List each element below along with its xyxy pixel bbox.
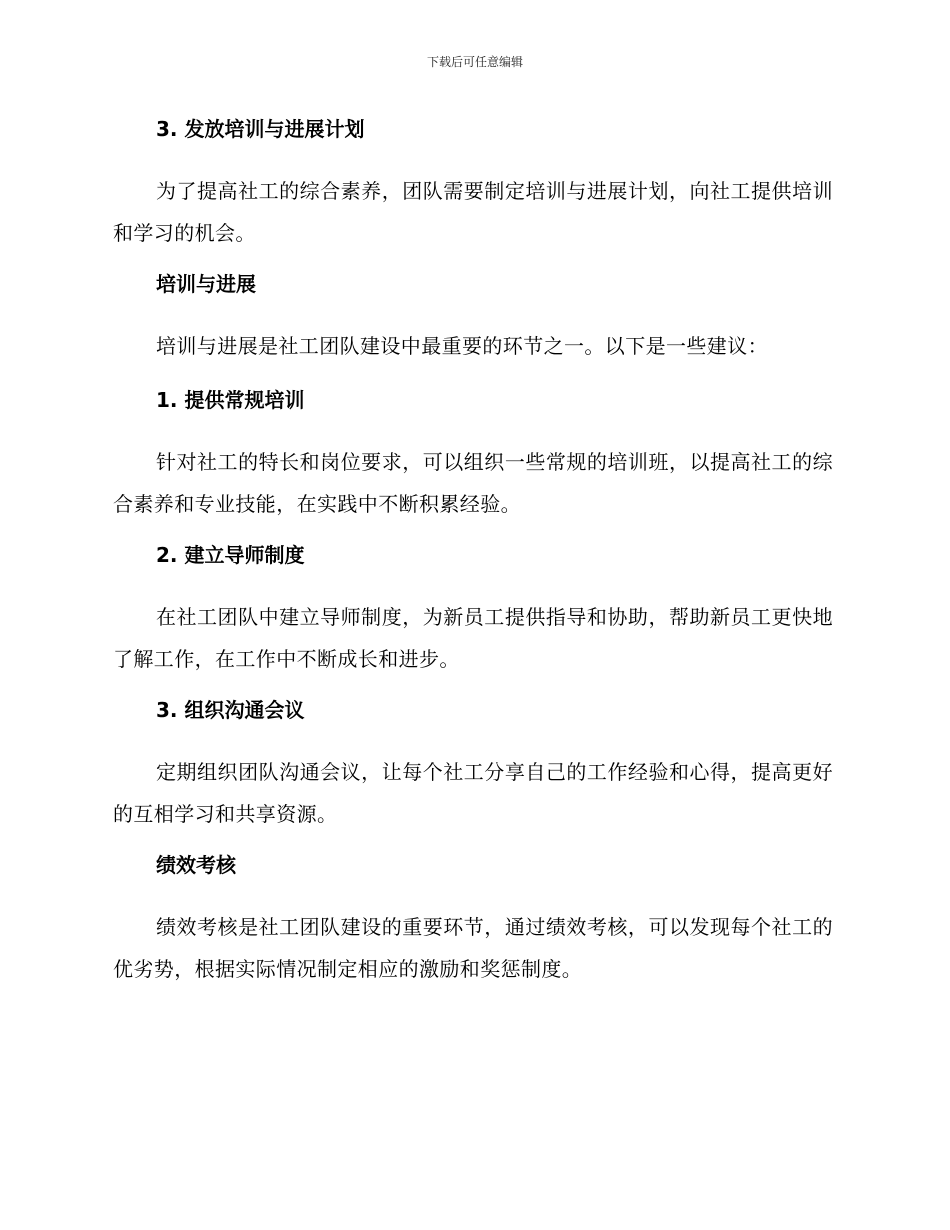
paragraph-performance-review: 绩效考核是社工团队建设的重要环节，通过绩效考核，可以发现每个社工的优劣势，根据实际情况制定相应的激励和奖惩制度。 (113, 915, 833, 981)
page-header: 下载后可任意编辑 (426, 55, 523, 69)
section-heading-training-progress: 培训与进展 (156, 272, 256, 296)
paragraph-communication-meeting: 定期组织团队沟通会议，让每个社工分享自己的工作经验和心得，提高更好的互相学习和共享资源。 (113, 760, 833, 826)
paragraph-mentor-system: 在社工团队中建立导师制度，为新员工提供指导和协助，帮助新员工更快地了解工作，在工作中不断成长和进步。 (113, 605, 833, 671)
section-heading-mentor-system: 2. 建立导师制度 (156, 543, 305, 567)
paragraph-training-plan: 为了提高社工的综合素养，团队需要制定培训与进展计划，向社工提供培训和学习的机会。 (113, 179, 833, 245)
section-heading-training-plan: 3. 发放培训与进展计划 (156, 117, 365, 141)
paragraph-regular-training: 针对社工的特长和岗位要求，可以组织一些常规的培训班，以提高社工的综合素养和专业技能，在实践中不断积累经验。 (113, 450, 833, 516)
section-heading-regular-training: 1. 提供常规培训 (156, 388, 305, 412)
paragraph-training-progress: 培训与进展是社工团队建设中最重要的环节之一。以下是一些建议： (156, 334, 768, 358)
section-heading-communication-meeting: 3. 组织沟通会议 (156, 698, 305, 722)
document-body (113, 112, 833, 1003)
section-heading-performance-review: 绩效考核 (156, 853, 236, 877)
